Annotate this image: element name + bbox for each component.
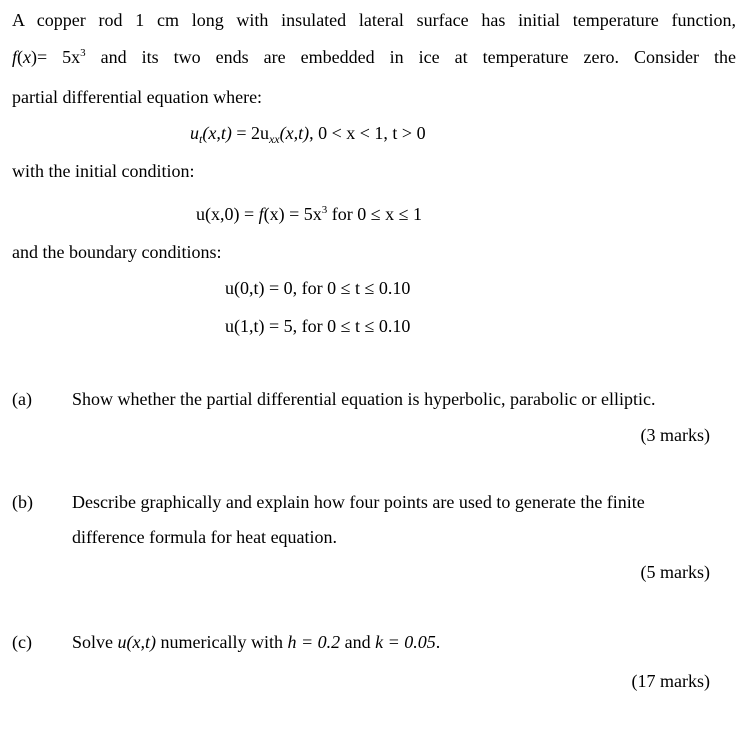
question-c-h-expr: h = 0.2 (287, 632, 341, 652)
ic-exp: 3 (321, 204, 328, 216)
question-c-label: (c) (12, 632, 32, 652)
question-b-label: (b) (12, 492, 33, 512)
pde-lhs-sub: t (199, 132, 203, 146)
question-a-marks: (3 marks) (640, 425, 710, 445)
function-f: f (12, 47, 18, 67)
pde-rhs-args: (x,t) (279, 123, 310, 143)
question-c-mid: numerically with (156, 632, 288, 652)
ic-lhs: u(x,0) = (196, 204, 259, 224)
boundary-intro: and the boundary conditions: (12, 242, 222, 262)
boundary-condition-1 (225, 277, 736, 299)
question-c-prefix: Solve (72, 632, 118, 652)
pde-eq: = 2u (231, 123, 269, 143)
ic-f: f (258, 204, 264, 224)
question-c-and: and (340, 632, 376, 652)
pde-lhs-u: u (190, 123, 199, 143)
boundary-condition-2 (225, 315, 736, 337)
function-arg-x: x (23, 47, 32, 67)
question-a-label: (a) (12, 389, 32, 409)
ic-tail: for 0 ≤ x ≤ 1 (327, 204, 423, 224)
pde-lhs-args: (x,t) (202, 123, 232, 143)
question-b-marks: (5 marks) (640, 562, 710, 582)
intro-line-1: A copper rod 1 cm long with insulated lateral surface has initial temperature function, (12, 10, 736, 30)
pde-equation (190, 122, 736, 144)
intro-line-2-text: and its two ends are embedded in ice at temperature zero. Consider the (85, 47, 736, 67)
question-c-end: . (435, 632, 441, 652)
func-paren-open: ( (17, 47, 24, 67)
bc1-tail: for 0 ≤ t ≤ 0.10 (297, 278, 411, 298)
bc2-lhs: u(1,t) = 5, (225, 316, 298, 336)
function-definition: = 5x (37, 47, 81, 67)
pde-rhs-sub: xx (268, 132, 280, 146)
bc1-lhs: u(0,t) = 0, (225, 278, 298, 298)
question-c-k-expr: k = 0.05 (375, 632, 436, 652)
question-c-marks: (17 marks) (631, 671, 710, 691)
intro-line-3: partial differential equation where: (12, 87, 263, 107)
bc2-tail: for 0 ≤ t ≤ 0.10 (297, 316, 411, 336)
question-b-text-line-1: Describe graphically and explain how four points are used to generate the finite (72, 492, 645, 512)
ic-mid: (x) = 5x (263, 204, 322, 224)
question-b-text-line-2: difference formula for heat equation. (72, 527, 338, 547)
func-paren-close: ) (31, 47, 38, 67)
question-a-text: Show whether the partial differential equation is hyperbolic, parabolic or elliptic. (72, 389, 656, 409)
question-c-text (72, 631, 710, 653)
pde-domain: , 0 < x < 1, t > 0 (309, 123, 426, 143)
question-c-u-expr: u(x,t) (117, 632, 156, 652)
function-exponent: 3 (80, 47, 86, 59)
initial-intro: with the initial condition: (12, 161, 195, 181)
intro-line-2 (12, 46, 736, 68)
initial-condition (196, 203, 736, 225)
